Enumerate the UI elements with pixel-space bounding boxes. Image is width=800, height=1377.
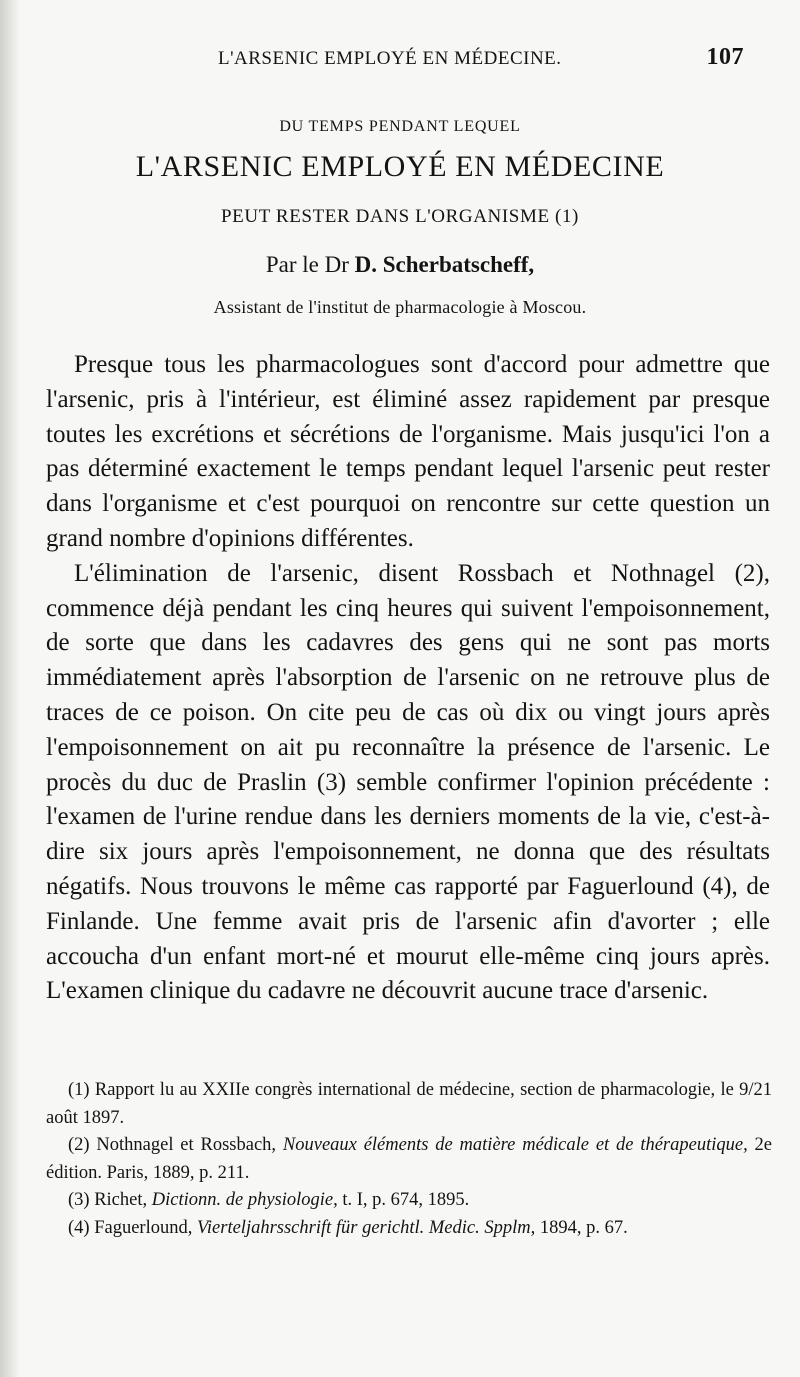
- byline: [40, 252, 760, 278]
- footnote-4: (4) Faguerlound, Vierteljahrsschrift für gerichtl. Medic. Spplm, 1894, p. 67.: [68, 1217, 628, 1238]
- article-body: [46, 348, 770, 1009]
- author-name: D. Scherbatscheff,: [354, 252, 535, 277]
- pre-title: DU TEMPS PENDANT LEQUEL: [279, 118, 521, 135]
- running-head: [0, 44, 800, 74]
- byline-prefix: Par le Dr: [265, 252, 349, 277]
- body-paragraph: L'élimination de l'arsenic, disent Rossbach et Nothnagel (2), commence déjà pendant les cinq heures qui suivent l'empoisonnement, de sorte que dans les cadavres des gens qui ne sont pas morts immédiatement après l'absorption de l'arsenic on ne retrouve plus de traces de ce poison. On cite peu de cas où dix ou vingt jours après l'empoisonnement on ait pu reconnaître la présence de l'arsenic. Le procès du duc de Praslin (3) semble confirmer l'opinion précédente : l'examen de l'urine rendue dans les derniers moments de la vie, c'est-à-dire six jours après l'empoisonnement, ne donna que des résultats négatifs. Nous trouvons le même cas rapporté par Faguerlound (4), de Finlande. Une femme avait pris de l'arsenic afin d'avorter ; elle accoucha d'un enfant mort-né et mourut elle-même cinq jours après. L'examen clinique du cadavre ne découvrit aucune trace d'arsenic.: [46, 559, 770, 1005]
- author-affiliation: Assistant de l'institut de pharmacologie à Moscou.: [213, 297, 587, 317]
- page-edge-shadow: [0, 0, 20, 1377]
- footnote-2: (2) Nothnagel et Rossbach, Nouveaux éléments de matière médicale et de thérapeutique, 2e édition. Paris, 1889, p. 211.: [46, 1135, 773, 1183]
- running-head-title: L'ARSENIC EMPLOYÉ EN MÉDECINE.: [218, 48, 562, 69]
- footnotes: [46, 1077, 772, 1243]
- article-subtitle: PEUT RESTER DANS L'ORGANISME (1): [221, 206, 579, 227]
- article-title: L'ARSENIC EMPLOYÉ EN MÉDECINE: [135, 150, 665, 183]
- footnote-1: (1) Rapport lu au XXIIe congrès international de médecine, section de pharmacologie, le 9/21 août 1897.: [46, 1080, 772, 1128]
- footnote-3: (3) Richet, Dictionn. de physiologie, t. I, p. 674, 1895.: [68, 1190, 470, 1211]
- page-number: 107: [706, 44, 744, 70]
- body-paragraph: Presque tous les pharmacologues sont d'accord pour admettre que l'arsenic, pris à l'intérieur, est éliminé assez rapidement par presque toutes les excrétions et sécrétions de l'organisme. Mais jusqu'ici l'on a pas déterminé exactement le temps pendant lequel l'arsenic peut rester dans l'organisme et c'est pourquoi on rencontre sur cette question un grand nombre d'opinions différentes.: [46, 351, 770, 552]
